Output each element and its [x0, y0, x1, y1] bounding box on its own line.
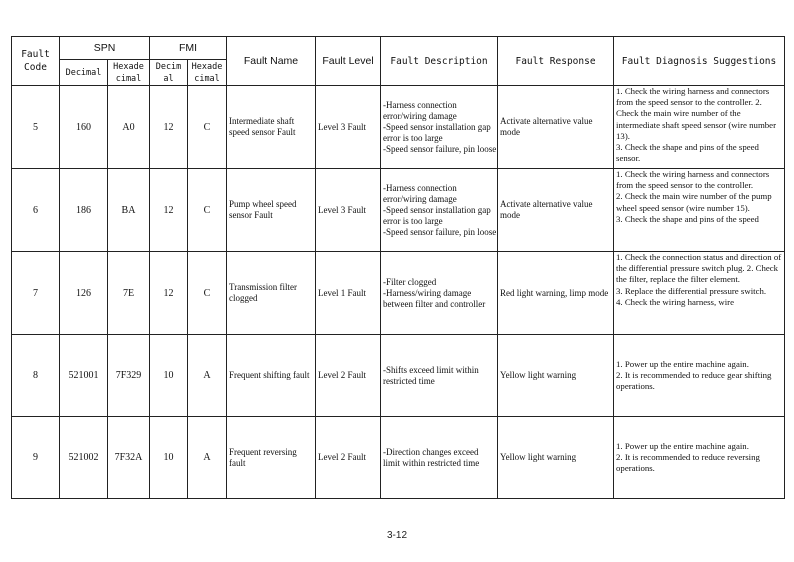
cell-fault-level: Level 3 Fault: [316, 86, 381, 169]
cell-fault-description: [381, 252, 498, 335]
description-line: -Harness/wiring damage between filter and controller: [383, 287, 486, 309]
cell-diagnosis-suggestions: [614, 335, 785, 417]
description-line: -Shifts exceed limit within restricted time: [383, 364, 479, 386]
suggestion-line: 3. Replace the differential pressure switch.: [616, 285, 767, 296]
cell-fault-code: 9: [12, 417, 60, 499]
header-spn-decimal: Decimal: [60, 60, 108, 86]
cell-fault-name: Intermediate shaft speed sensor Fault: [227, 86, 316, 169]
description-line: -Harness connection error/wiring damage: [383, 182, 457, 204]
cell-fault-description: [381, 86, 498, 169]
cell-spn-hex: 7F32A: [108, 417, 150, 499]
cell-fault-level: Level 3 Fault: [316, 169, 381, 252]
cell-fmi-decimal: 10: [150, 335, 188, 417]
cell-fmi-hex: C: [188, 169, 227, 252]
cell-diagnosis-suggestions: [614, 169, 785, 252]
suggestion-line: 4. Check the wiring harness, wire: [616, 296, 735, 307]
table-row: [12, 335, 785, 417]
header-spn-hexadecimal: Hexade cimal: [108, 60, 150, 86]
description-line: -Filter clogged: [383, 276, 437, 287]
table-row: [12, 86, 785, 169]
cell-spn-decimal: 126: [60, 252, 108, 335]
cell-fault-level: Level 2 Fault: [316, 335, 381, 417]
header-spn: SPN: [60, 37, 150, 60]
header-fmi: FMI: [150, 37, 227, 60]
suggestion-line: 2. Check the main wire number of the pump wheel speed sensor (wire number 15).: [616, 191, 772, 213]
cell-fault-description: [381, 417, 498, 499]
cell-fault-response: Activate alternative value mode: [498, 86, 614, 169]
cell-fmi-decimal: 10: [150, 417, 188, 499]
cell-spn-decimal: 521001: [60, 335, 108, 417]
cell-diagnosis-suggestions: [614, 417, 785, 499]
header-fault-level: Fault Level: [316, 37, 381, 86]
description-line: -Speed sensor failure, pin loose: [383, 143, 497, 154]
cell-fault-code: 8: [12, 335, 60, 417]
table-row: [12, 169, 785, 252]
header-fmi-hexadecimal: Hexade cimal: [188, 60, 227, 86]
header-fmi-decimal: Decim al: [150, 60, 188, 86]
cell-fault-level: Level 1 Fault: [316, 252, 381, 335]
suggestion-line: 1. Power up the entire machine again.: [616, 440, 749, 451]
cell-diagnosis-suggestions: [614, 252, 785, 335]
header-fault-diagnosis: Fault Diagnosis Suggestions: [614, 37, 785, 86]
table-row: [12, 252, 785, 335]
page-number: 3-12: [386, 530, 407, 541]
cell-fault-code: 7: [12, 252, 60, 335]
cell-fault-description: [381, 169, 498, 252]
description-line: -Speed sensor installation gap error is too large: [383, 121, 491, 143]
cell-fault-name: Frequent shifting fault: [227, 335, 316, 417]
header-fault-name: Fault Name: [227, 37, 316, 86]
cell-fmi-hex: C: [188, 252, 227, 335]
cell-diagnosis-suggestions: [614, 86, 785, 169]
cell-spn-hex: A0: [108, 86, 150, 169]
suggestion-line: 3. Check the shape and pins of the speed sensor.: [616, 142, 759, 164]
description-line: -Harness connection error/wiring damage: [383, 99, 457, 121]
header-fault-code: Fault Code: [12, 37, 60, 86]
suggestion-line: 1. Check the connection status and direction of the differential pressure switch plug. 2. Check the filter, replace the filter element.: [616, 252, 782, 285]
header-fault-description: Fault Description: [381, 37, 498, 86]
cell-fmi-decimal: 12: [150, 86, 188, 169]
cell-spn-hex: BA: [108, 169, 150, 252]
cell-fault-level: Level 2 Fault: [316, 417, 381, 499]
cell-fault-response: Red light warning, limp mode: [498, 252, 614, 335]
cell-fault-name: Frequent reversing fault: [227, 417, 316, 499]
cell-fault-code: 6: [12, 169, 60, 252]
cell-fmi-decimal: 12: [150, 169, 188, 252]
table-row: [12, 417, 785, 499]
header-fault-response: Fault Response: [498, 37, 614, 86]
cell-fault-name: Transmission filter clogged: [227, 252, 316, 335]
cell-spn-decimal: 521002: [60, 417, 108, 499]
suggestion-line: 2. It is recommended to reduce reversing operations.: [616, 451, 760, 474]
cell-fmi-decimal: 12: [150, 252, 188, 335]
cell-spn-decimal: 160: [60, 86, 108, 169]
suggestion-line: 1. Check the wiring harness and connectors from the speed sensor to the controller.: [616, 169, 770, 191]
cell-fault-response: Yellow light warning: [498, 335, 614, 417]
cell-fault-description: [381, 335, 498, 417]
cell-fmi-hex: A: [188, 335, 227, 417]
fault-code-table: [11, 36, 785, 499]
suggestion-line: 3. Check the shape and pins of the speed: [616, 213, 759, 224]
cell-fmi-hex: A: [188, 417, 227, 499]
cell-fault-response: Yellow light warning: [498, 417, 614, 499]
cell-spn-hex: 7E: [108, 252, 150, 335]
cell-fault-name: Pump wheel speed sensor Fault: [227, 169, 316, 252]
cell-spn-decimal: 186: [60, 169, 108, 252]
description-line: -Speed sensor installation gap error is too large: [383, 204, 491, 226]
cell-fault-code: 5: [12, 86, 60, 169]
suggestion-line: 1. Power up the entire machine again.: [616, 358, 749, 369]
suggestion-line: 1. Check the wiring harness and connectors from the speed sensor to the controller. 2. Check the main wire number of the intermediate shaft speed sensor (wire number 13).: [616, 86, 777, 141]
cell-fault-response: Activate alternative value mode: [498, 169, 614, 252]
suggestion-line: 2. It is recommended to reduce gear shifting operations.: [616, 369, 772, 392]
cell-spn-hex: 7F329: [108, 335, 150, 417]
description-line: -Direction changes exceed limit within restricted time: [383, 446, 480, 468]
description-line: -Speed sensor failure, pin loose: [383, 226, 497, 237]
cell-fmi-hex: C: [188, 86, 227, 169]
